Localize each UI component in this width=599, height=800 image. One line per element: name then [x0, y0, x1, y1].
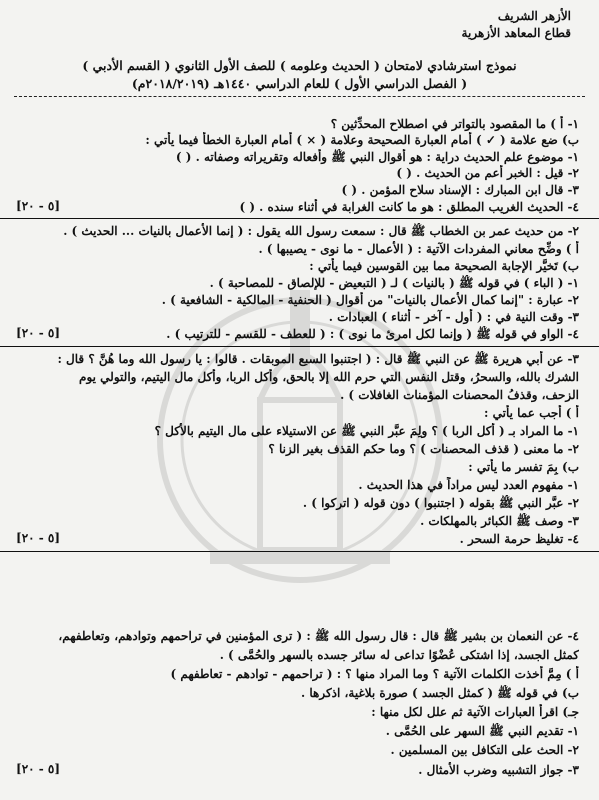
q1-line-5: ٣- قال ابن المبارك : الإسناد سلاح المؤمن . ( ) — [341, 183, 579, 197]
q3-line-7: ب) بِمَ تفسر ما يأتي : — [468, 460, 579, 474]
q2-divider — [0, 346, 599, 347]
q3-mark: [٥ - ٢٠] — [16, 531, 61, 545]
q4-line-5: جـ) اقرأ العبارات الآتية ثم علل لكل منها : — [371, 705, 579, 719]
q3-line-9: ٢- عبَّر النبي ﷺ بقوله ( اجتنبوا ) دون قوله ( اتركوا ) . — [302, 496, 579, 510]
sector-name: قطاع المعاهد الأزهرية — [461, 26, 571, 40]
exam-title: نموذج استرشادي لامتحان ( الحديث وعلومه ) للصف الأول الثانوي ( القسم الأدبي ) — [82, 58, 517, 73]
q3-line-10: ٣- وصف ﷺ الكبائر بالمهلكات . — [420, 514, 579, 528]
q2-line-6: ٣- وقت النية في : ( أول - آخر - أثناء ) العبادات . — [328, 310, 579, 324]
q4-line-3: أ ) مِمَّ أخذت الكلمات الآتية ؟ وما المراد منها ؟ : ( تراحمهم - توادهم - تعاطفهم ) — [170, 667, 579, 681]
q2-line-2: أ ) وضِّح معاني المفردات الآتية : ( الأعمال - ما نوى - يصيبها ) . — [258, 242, 579, 256]
q3-line-4: أ ) أجب عما يأتي : — [484, 406, 579, 420]
q2-mark: [٥ - ٢٠] — [16, 326, 61, 340]
q4-line-2: كمثل الجسد، إذا اشتكى عُضْوًا تداعى له سائر جسده بالسهر والحُمَّى ) . — [219, 648, 579, 662]
q4-line-8: ٣- جواز التشبيه وضرب الأمثال . — [418, 763, 579, 777]
q3-line-5: ١- ما المراد بـ ( أكل الربا ) ؟ ولِمَ عبَّر النبي ﷺ عن الاستيلاء على مال اليتيم بالأكل ؟ — [154, 424, 579, 438]
q4-line-7: ٢- الحث على التكافل بين المسلمين . — [390, 743, 579, 757]
title-separator — [14, 96, 585, 97]
q3-line-1: ٣- عن أبي هريرة ﷺ عن النبي ﷺ قال : ( اجتنبوا السبع الموبقات . قالوا : يا رسول الله وما هُنَّ ؟ قال : — [57, 352, 579, 366]
q3-divider — [0, 551, 599, 552]
q2-line-4: ١- ( الباء ) في قوله ﷺ ( بالنيات ) لـ ( التبعيض - للإلصاق - للمصاحبة ) . — [209, 276, 579, 290]
q3-line-3: الزحف، وقذفُ المحصنات المؤمنات الغافلات ) . — [340, 388, 579, 402]
q2-line-1: ٢- من حديث عمر بن الخطاب ﷺ قال : سمعت رسول الله يقول : ( إنما الأعمال بالنيات ... الحديث ) . — [63, 224, 579, 238]
q1-line-6: ٤- الحديث الغريب المطلق : هو ما كانت الغرابة في أثناء سنده . ( ) — [239, 200, 579, 214]
q1-line-3: ١- موضوع علم الحديث دراية : هو أقوال النبي ﷺ وأفعاله وتقريراته وصفاته . ( ) — [175, 150, 579, 164]
q4-mark: [٥ - ٢٠] — [16, 762, 61, 776]
institution-name: الأزهر الشريف — [497, 9, 571, 23]
q2-line-3: ب) تَخيَّر الإجابة الصحيحة مما بين القوسين فيما يأتي : — [309, 259, 579, 273]
q4-line-6: ١- تقديم النبي ﷺ السهر على الحُمَّى . — [385, 724, 579, 738]
q2-line-5: ٢- عبارة : "إنما كمال الأعمال بالنيات" من أقوال ( الحنفية - المالكية - الشافعية ) . — [161, 293, 579, 307]
q4-line-4: ب) في قوله ﷺ ( كمثل الجسد ) صورة بلاغية، اذكرها . — [301, 686, 579, 700]
header — [462, 8, 571, 42]
q1-mark: [٥ - ٢٠] — [16, 199, 61, 213]
q3-line-8: ١- مفهوم العدد ليس مراداً في هذا الحديث . — [358, 478, 579, 492]
exam-term: ( الفصل الدراسي الأول ) للعام الدراسي ١٤٤٠هـ (٢٠١٨/٢٠١٩م) — [131, 76, 468, 91]
q3-line-2: الشرك بالله، والسحرُ، وقتل النفس التي حرم الله إلا بالحق، وأكل الربا، وأكل مال اليتيم، والتولي يوم — [79, 370, 579, 384]
q1-divider — [0, 218, 599, 219]
q1-line-1: ١- أ ) ما المقصود بالتواتر في اصطلاح المحدِّثين ؟ — [330, 117, 579, 131]
q1-line-4: ٢- قيل : الخبر أعم من الحديث . ( ) — [396, 166, 579, 180]
q3-line-6: ٢- ما معنى ( قذف المحصنات ) ؟ وما حكم القذف بغير الزنا ؟ — [268, 442, 579, 456]
q4-line-1: ٤- عن النعمان بن بشير ﷺ قال : قال رسول الله ﷺ : ( ترى المؤمنين في تراحمهم وتوادهم، وتعاطفهم، — [58, 629, 579, 643]
q3-line-11: ٤- تغليظ حرمة السحر . — [459, 532, 579, 546]
q2-line-7: ٤- الواو في قوله ﷺ ( وإنما لكل امرئ ما نوى ) : ( للعطف - للقسم - للترتيب ) . — [166, 327, 579, 341]
q1-line-2: ب) ضع علامة ( ✓ ) أمام العبارة الصحيحة وعلامة ( × ) أمام العبارة الخطأ فيما يأتي : — [145, 133, 579, 147]
